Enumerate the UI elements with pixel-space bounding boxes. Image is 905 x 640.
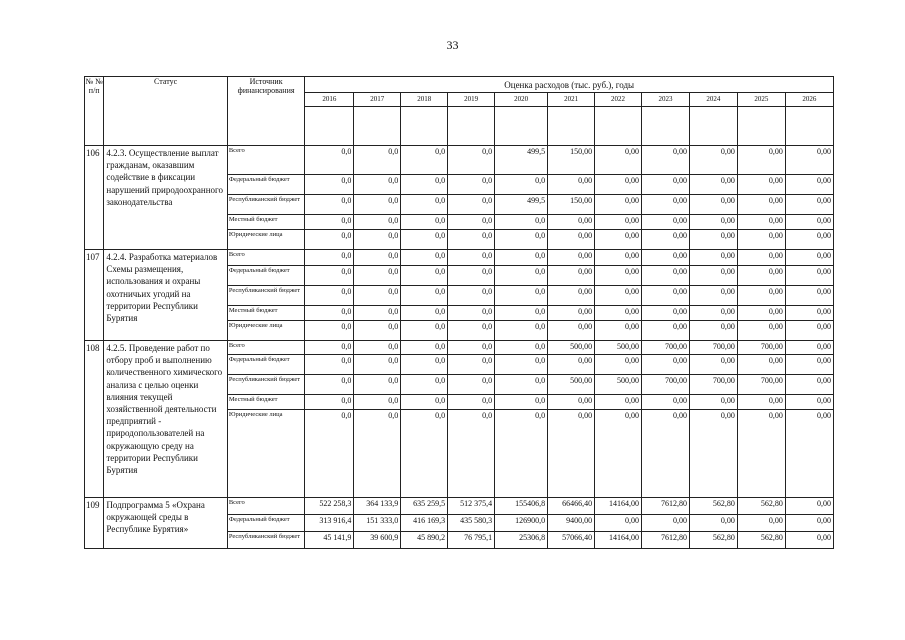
value-cell: 0,00: [785, 341, 833, 355]
value-cell: 0,0: [354, 286, 401, 306]
header-estimate: Оценка расходов (тыс. руб.), годы: [305, 77, 834, 93]
value-cell: 0,00: [595, 355, 642, 375]
expense-table: [84, 76, 834, 549]
funding-source-cell: Всего: [227, 250, 305, 266]
funding-source-cell: Федеральный бюджет: [227, 515, 305, 532]
empty-cell: [595, 107, 642, 146]
value-cell: 151 333,0: [354, 515, 401, 532]
value-cell: 0,00: [689, 395, 737, 410]
header-status: Статус: [104, 77, 227, 146]
value-cell: 0,00: [595, 146, 642, 175]
value-cell: 57066,40: [548, 532, 595, 549]
value-cell: 0,00: [737, 515, 785, 532]
value-cell: 76 795,1: [448, 532, 495, 549]
value-cell: 700,00: [641, 341, 689, 355]
value-cell: 0,00: [689, 410, 737, 498]
value-cell: 0,0: [495, 321, 548, 341]
value-cell: 0,0: [401, 355, 448, 375]
value-cell: 700,00: [689, 341, 737, 355]
value-cell: 0,00: [595, 321, 642, 341]
value-cell: 500,00: [548, 341, 595, 355]
value-cell: 0,00: [737, 355, 785, 375]
funding-source-cell: Всего: [227, 498, 305, 515]
empty-cell: [401, 107, 448, 146]
empty-cell: [689, 107, 737, 146]
value-cell: 562,80: [737, 498, 785, 515]
value-cell: 0,00: [548, 306, 595, 321]
value-cell: 0,00: [548, 321, 595, 341]
value-cell: 0,00: [689, 250, 737, 266]
funding-source-cell: Федеральный бюджет: [227, 175, 305, 195]
value-cell: 0,00: [785, 250, 833, 266]
row-number: 107: [85, 250, 104, 341]
value-cell: 0,0: [354, 146, 401, 175]
value-cell: 14164,00: [595, 532, 642, 549]
value-cell: 0,00: [737, 266, 785, 286]
value-cell: 0,0: [495, 375, 548, 395]
value-cell: 0,0: [495, 341, 548, 355]
value-cell: 313 916,4: [305, 515, 354, 532]
value-cell: 0,0: [401, 286, 448, 306]
funding-source-cell: Юридические лица: [227, 230, 305, 250]
year-header: 2017: [354, 93, 401, 107]
value-cell: 0,0: [401, 321, 448, 341]
status-cell: 4.2.4. Разработка материалов Схемы размещения, использования и охраны охотничьих угодий на территории Республики Бурятия: [104, 250, 227, 341]
value-cell: 0,0: [305, 306, 354, 321]
value-cell: 0,0: [401, 230, 448, 250]
value-cell: 0,00: [737, 146, 785, 175]
value-cell: 0,0: [495, 250, 548, 266]
value-cell: 0,0: [354, 395, 401, 410]
value-cell: 0,00: [689, 175, 737, 195]
value-cell: 562,80: [737, 532, 785, 549]
value-cell: 0,00: [689, 195, 737, 215]
funding-source-cell: Республиканский бюджет: [227, 286, 305, 306]
value-cell: 0,00: [548, 175, 595, 195]
value-cell: 0,00: [595, 175, 642, 195]
value-cell: 0,0: [401, 375, 448, 395]
value-cell: 7612,80: [641, 532, 689, 549]
value-cell: 0,00: [689, 230, 737, 250]
value-cell: 0,00: [737, 250, 785, 266]
value-cell: 0,00: [641, 146, 689, 175]
value-cell: 0,00: [785, 321, 833, 341]
value-cell: 0,0: [495, 355, 548, 375]
status-cell: 4.2.5. Проведение работ по отбору проб и выполнению количественного химического анализа с целью оценки влияния текущей хозяйственной деятельности предприятий - природопользователей на окружающую среду на территории Республики Бурятия: [104, 341, 227, 498]
value-cell: 0,00: [548, 355, 595, 375]
value-cell: 512 375,4: [448, 498, 495, 515]
value-cell: 0,00: [737, 215, 785, 230]
value-cell: 0,00: [548, 395, 595, 410]
value-cell: 0,0: [354, 266, 401, 286]
value-cell: 0,0: [354, 195, 401, 215]
value-cell: 0,0: [401, 410, 448, 498]
value-cell: 0,0: [305, 266, 354, 286]
value-cell: 0,0: [495, 230, 548, 250]
year-header: 2018: [401, 93, 448, 107]
value-cell: 364 133,9: [354, 498, 401, 515]
value-cell: 700,00: [689, 375, 737, 395]
value-cell: 0,00: [548, 286, 595, 306]
empty-cell: [737, 107, 785, 146]
value-cell: 155406,8: [495, 498, 548, 515]
value-cell: 0,00: [689, 306, 737, 321]
value-cell: 0,0: [448, 250, 495, 266]
value-cell: 0,00: [785, 498, 833, 515]
year-header: 2021: [548, 93, 595, 107]
status-cell: 4.2.3. Осуществление выплат гражданам, оказавшим содействие в фиксации нарушений природоохранного законодательства: [104, 146, 227, 250]
value-cell: 45 890,2: [401, 532, 448, 549]
value-cell: 0,0: [448, 341, 495, 355]
funding-source-cell: Республиканский бюджет: [227, 532, 305, 549]
value-cell: 500,00: [595, 341, 642, 355]
value-cell: 0,0: [448, 395, 495, 410]
value-cell: 0,00: [595, 250, 642, 266]
table-row: [85, 146, 834, 175]
value-cell: 0,0: [495, 395, 548, 410]
value-cell: 0,00: [737, 321, 785, 341]
value-cell: 0,0: [305, 355, 354, 375]
value-cell: 0,0: [305, 375, 354, 395]
value-cell: 0,00: [737, 230, 785, 250]
value-cell: 0,00: [595, 395, 642, 410]
value-cell: 0,00: [785, 410, 833, 498]
value-cell: 0,00: [785, 375, 833, 395]
value-cell: 0,0: [495, 266, 548, 286]
value-cell: 0,0: [401, 306, 448, 321]
value-cell: 25306,8: [495, 532, 548, 549]
value-cell: 0,00: [737, 286, 785, 306]
funding-source-cell: Всего: [227, 146, 305, 175]
empty-cell: [448, 107, 495, 146]
value-cell: 0,00: [548, 230, 595, 250]
value-cell: 0,00: [689, 321, 737, 341]
funding-source-cell: Местный бюджет: [227, 395, 305, 410]
value-cell: 0,0: [401, 266, 448, 286]
value-cell: 0,0: [448, 355, 495, 375]
value-cell: 0,00: [641, 266, 689, 286]
value-cell: 0,0: [495, 410, 548, 498]
funding-source-cell: Местный бюджет: [227, 215, 305, 230]
value-cell: 0,0: [354, 410, 401, 498]
value-cell: 0,0: [305, 215, 354, 230]
funding-source-cell: Юридические лица: [227, 321, 305, 341]
value-cell: 0,00: [737, 175, 785, 195]
funding-source-cell: Всего: [227, 341, 305, 355]
value-cell: 0,0: [495, 286, 548, 306]
value-cell: 0,00: [785, 306, 833, 321]
empty-cell: [785, 107, 833, 146]
value-cell: 0,0: [448, 175, 495, 195]
value-cell: 0,00: [737, 306, 785, 321]
empty-cell: [495, 107, 548, 146]
value-cell: 416 169,3: [401, 515, 448, 532]
funding-source-cell: Федеральный бюджет: [227, 355, 305, 375]
value-cell: 0,0: [305, 146, 354, 175]
value-cell: 0,0: [495, 306, 548, 321]
value-cell: 0,00: [689, 146, 737, 175]
status-cell: Подпрограмма 5 «Охрана окружающей среды в Республике Бурятия»: [104, 498, 227, 549]
year-header: 2016: [305, 93, 354, 107]
value-cell: 0,0: [495, 175, 548, 195]
page-number: 33: [446, 38, 459, 52]
value-cell: 0,00: [641, 175, 689, 195]
value-cell: 0,00: [641, 215, 689, 230]
value-cell: 500,00: [548, 375, 595, 395]
value-cell: 0,00: [785, 230, 833, 250]
value-cell: 0,0: [305, 250, 354, 266]
value-cell: 499,5: [495, 195, 548, 215]
value-cell: 0,0: [305, 195, 354, 215]
value-cell: 0,0: [448, 321, 495, 341]
row-number: 109: [85, 498, 104, 549]
value-cell: 0,0: [401, 175, 448, 195]
value-cell: 0,00: [595, 286, 642, 306]
value-cell: 0,00: [548, 250, 595, 266]
value-cell: 0,00: [785, 395, 833, 410]
funding-source-cell: Республиканский бюджет: [227, 375, 305, 395]
value-cell: 150,00: [548, 146, 595, 175]
value-cell: 0,0: [305, 175, 354, 195]
value-cell: 700,00: [737, 375, 785, 395]
value-cell: 0,00: [785, 515, 833, 532]
value-cell: 0,00: [737, 195, 785, 215]
value-cell: 0,0: [354, 306, 401, 321]
value-cell: 0,00: [641, 306, 689, 321]
value-cell: 0,0: [448, 286, 495, 306]
value-cell: 0,00: [641, 410, 689, 498]
value-cell: 0,00: [641, 395, 689, 410]
value-cell: 0,00: [785, 146, 833, 175]
table-row: [85, 341, 834, 355]
value-cell: 0,00: [595, 306, 642, 321]
value-cell: 0,0: [305, 410, 354, 498]
value-cell: 7612,80: [641, 498, 689, 515]
value-cell: 0,00: [548, 410, 595, 498]
row-number: 106: [85, 146, 104, 250]
value-cell: 0,0: [448, 266, 495, 286]
year-header: 2022: [595, 93, 642, 107]
value-cell: 0,00: [689, 515, 737, 532]
value-cell: 0,00: [595, 266, 642, 286]
value-cell: 0,00: [548, 215, 595, 230]
value-cell: 700,00: [641, 375, 689, 395]
value-cell: 0,0: [448, 410, 495, 498]
value-cell: 126900,0: [495, 515, 548, 532]
value-cell: 0,0: [495, 215, 548, 230]
year-header: 2025: [737, 93, 785, 107]
value-cell: 0,00: [785, 355, 833, 375]
value-cell: 0,0: [305, 286, 354, 306]
value-cell: 0,00: [689, 286, 737, 306]
year-header: 2019: [448, 93, 495, 107]
value-cell: 0,0: [354, 375, 401, 395]
value-cell: 0,0: [305, 321, 354, 341]
year-header: 2024: [689, 93, 737, 107]
value-cell: 0,0: [448, 146, 495, 175]
value-cell: 0,00: [595, 230, 642, 250]
value-cell: 700,00: [737, 341, 785, 355]
empty-cell: [548, 107, 595, 146]
table-row: [85, 250, 834, 266]
header-source: Источник финансирования: [227, 77, 305, 146]
value-cell: 0,00: [641, 355, 689, 375]
funding-source-cell: Юридические лица: [227, 410, 305, 498]
value-cell: 0,0: [401, 341, 448, 355]
value-cell: 499,5: [495, 146, 548, 175]
value-cell: 150,00: [548, 195, 595, 215]
value-cell: 0,0: [354, 341, 401, 355]
value-cell: 66466,40: [548, 498, 595, 515]
value-cell: 0,00: [641, 250, 689, 266]
table-row: [85, 498, 834, 515]
value-cell: 635 259,5: [401, 498, 448, 515]
row-number: 108: [85, 341, 104, 498]
value-cell: 522 258,3: [305, 498, 354, 515]
value-cell: 0,00: [641, 286, 689, 306]
value-cell: 0,0: [448, 375, 495, 395]
value-cell: 435 580,3: [448, 515, 495, 532]
value-cell: 0,0: [305, 341, 354, 355]
value-cell: 0,00: [785, 195, 833, 215]
value-cell: 0,0: [354, 215, 401, 230]
year-header: 2020: [495, 93, 548, 107]
value-cell: 0,00: [548, 266, 595, 286]
value-cell: 0,0: [354, 230, 401, 250]
value-cell: 0,00: [785, 286, 833, 306]
year-header: 2026: [785, 93, 833, 107]
value-cell: 9400,00: [548, 515, 595, 532]
value-cell: 562,80: [689, 532, 737, 549]
value-cell: 0,00: [689, 266, 737, 286]
value-cell: 0,0: [305, 230, 354, 250]
funding-source-cell: Республиканский бюджет: [227, 195, 305, 215]
value-cell: 0,00: [595, 410, 642, 498]
value-cell: 0,0: [448, 230, 495, 250]
value-cell: 0,0: [401, 215, 448, 230]
value-cell: 0,00: [689, 215, 737, 230]
value-cell: 0,00: [595, 195, 642, 215]
value-cell: 45 141,9: [305, 532, 354, 549]
value-cell: 0,0: [401, 395, 448, 410]
value-cell: 0,00: [641, 515, 689, 532]
header-num: № № п/п: [85, 77, 104, 146]
funding-source-cell: Местный бюджет: [227, 306, 305, 321]
value-cell: 0,00: [641, 195, 689, 215]
value-cell: 0,00: [595, 515, 642, 532]
empty-cell: [641, 107, 689, 146]
value-cell: 562,80: [689, 498, 737, 515]
value-cell: 0,0: [448, 306, 495, 321]
value-cell: 39 600,9: [354, 532, 401, 549]
value-cell: 0,0: [401, 146, 448, 175]
value-cell: 0,0: [354, 321, 401, 341]
empty-cell: [354, 107, 401, 146]
value-cell: 0,0: [305, 395, 354, 410]
value-cell: 0,0: [354, 175, 401, 195]
year-header: 2023: [641, 93, 689, 107]
funding-source-cell: Федеральный бюджет: [227, 266, 305, 286]
value-cell: 0,00: [689, 355, 737, 375]
value-cell: 500,00: [595, 375, 642, 395]
value-cell: 14164,00: [595, 498, 642, 515]
value-cell: 0,00: [785, 175, 833, 195]
value-cell: 0,00: [785, 532, 833, 549]
value-cell: 0,0: [448, 195, 495, 215]
value-cell: 0,0: [401, 195, 448, 215]
value-cell: 0,00: [785, 266, 833, 286]
empty-cell: [305, 107, 354, 146]
value-cell: 0,00: [595, 215, 642, 230]
value-cell: 0,0: [401, 250, 448, 266]
value-cell: 0,0: [448, 215, 495, 230]
value-cell: 0,00: [737, 410, 785, 498]
value-cell: 0,00: [641, 321, 689, 341]
value-cell: 0,00: [641, 230, 689, 250]
value-cell: 0,0: [354, 355, 401, 375]
value-cell: 0,00: [737, 395, 785, 410]
value-cell: 0,0: [354, 250, 401, 266]
value-cell: 0,00: [785, 215, 833, 230]
